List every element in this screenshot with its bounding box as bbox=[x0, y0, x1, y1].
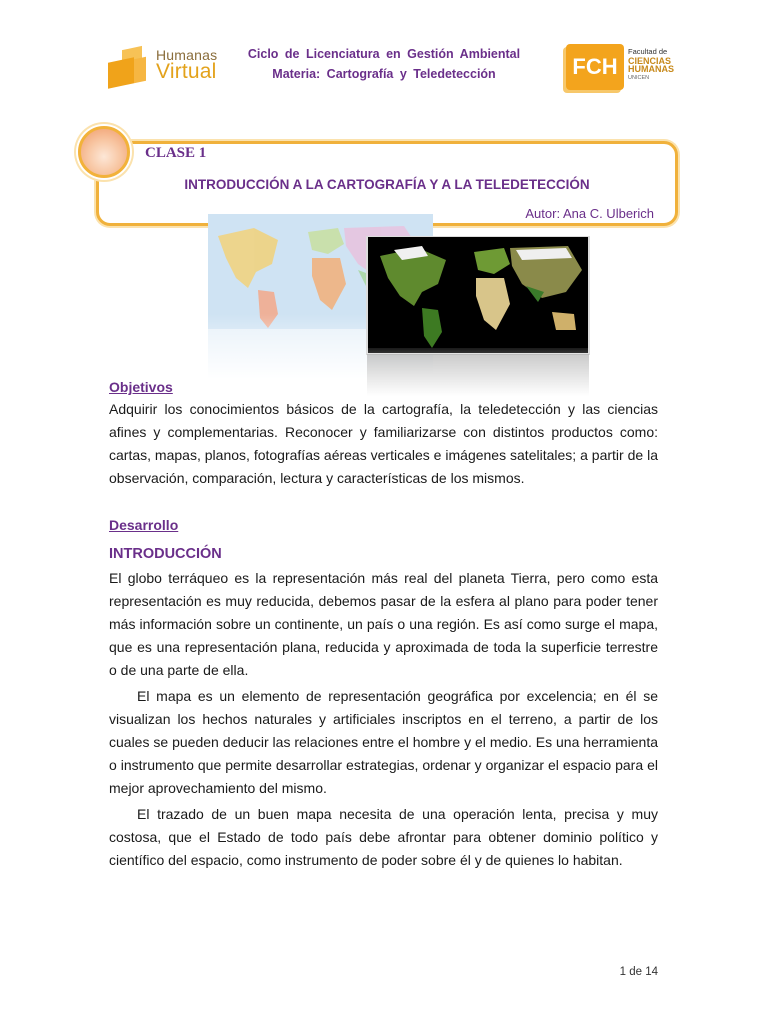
fch-logo-caption bbox=[628, 48, 674, 82]
fch-caption-line3: HUMANAS bbox=[628, 64, 674, 74]
objetivos-heading: Objetivos bbox=[109, 379, 173, 395]
title-decorative-circle bbox=[78, 126, 130, 178]
header-course-line: Ciclo de Licenciatura en Gestión Ambiental bbox=[247, 47, 521, 61]
logo-word-virtual: Virtual bbox=[156, 60, 217, 83]
humanas-virtual-logo bbox=[106, 46, 226, 90]
logo-word-humanas: Humanas bbox=[156, 47, 218, 63]
fch-logo bbox=[562, 44, 682, 94]
lesson-title: INTRODUCCIÓN A LA CARTOGRAFÍA Y A LA TELEDETECCIÓN bbox=[184, 177, 590, 192]
world-satellite-image bbox=[366, 236, 590, 396]
introduccion-paragraph-2: El mapa es un elemento de representación geográfica por excelencia; en él se visualizan los hechos naturales y artificiales inscriptos en el terreno, a partir de los cuales se pueden deducir las relaciones entre el hombre y el medio. Es una herramienta o instrumento que permite desarrollar estrategias, ordenar y organizar el espacio para el mejor aprovechamiento del mismo. bbox=[109, 688, 658, 796]
introduccion-paragraph-3: El trazado de un buen mapa necesita de una operación lenta, precisa y muy costosa, que el Estado de todo país debe afrontar para obtener dominio político y científico del espacio, como instrumento de poder sobre él y de quienes lo habitan. bbox=[109, 806, 658, 868]
header-subject-line: Materia: Cartografía y Teledetección bbox=[272, 67, 496, 81]
fch-caption-line2: CIENCIAS bbox=[628, 55, 672, 66]
logo-square-side bbox=[134, 57, 146, 84]
fch-caption-line1: Facultad de bbox=[628, 47, 668, 56]
header-course-info bbox=[226, 44, 542, 84]
desarrollo-heading: Desarrollo bbox=[109, 517, 179, 533]
logo-square-front bbox=[108, 57, 134, 89]
page-number: 1 de 14 bbox=[619, 966, 658, 978]
introduccion-paragraph-1: El globo terráqueo es la representación más real del planeta Tierra, pero como esta representación es muy reducida, debemos pasar de la esfera al plano para poder tener más información sobre un continente, un país o una región. Es así como surge el mapa, que es una representación plana, reducida y aproximada de toda la superficie terrestre o de una parte de ella. bbox=[109, 570, 658, 678]
fch-caption-line4: UNICEN bbox=[628, 74, 650, 81]
objetivos-paragraph: Adquirir los conocimientos básicos de la cartografía, la teledetección y las ciencias afines y complementarias. Reconocer y familiarizarse con distintos productos como: cartas, mapas, planos, fotografías aéreas verticales e imágenes satelitales; a partir de la observación, comparación, lectura y características de los mismos. bbox=[109, 401, 658, 486]
introduccion-heading: INTRODUCCIÓN bbox=[109, 546, 222, 562]
fch-logo-abbr: FCH bbox=[572, 54, 618, 79]
lesson-number: CLASE 1 bbox=[145, 145, 207, 161]
lesson-author: Autor: Ana C. Ulberich bbox=[525, 206, 654, 221]
